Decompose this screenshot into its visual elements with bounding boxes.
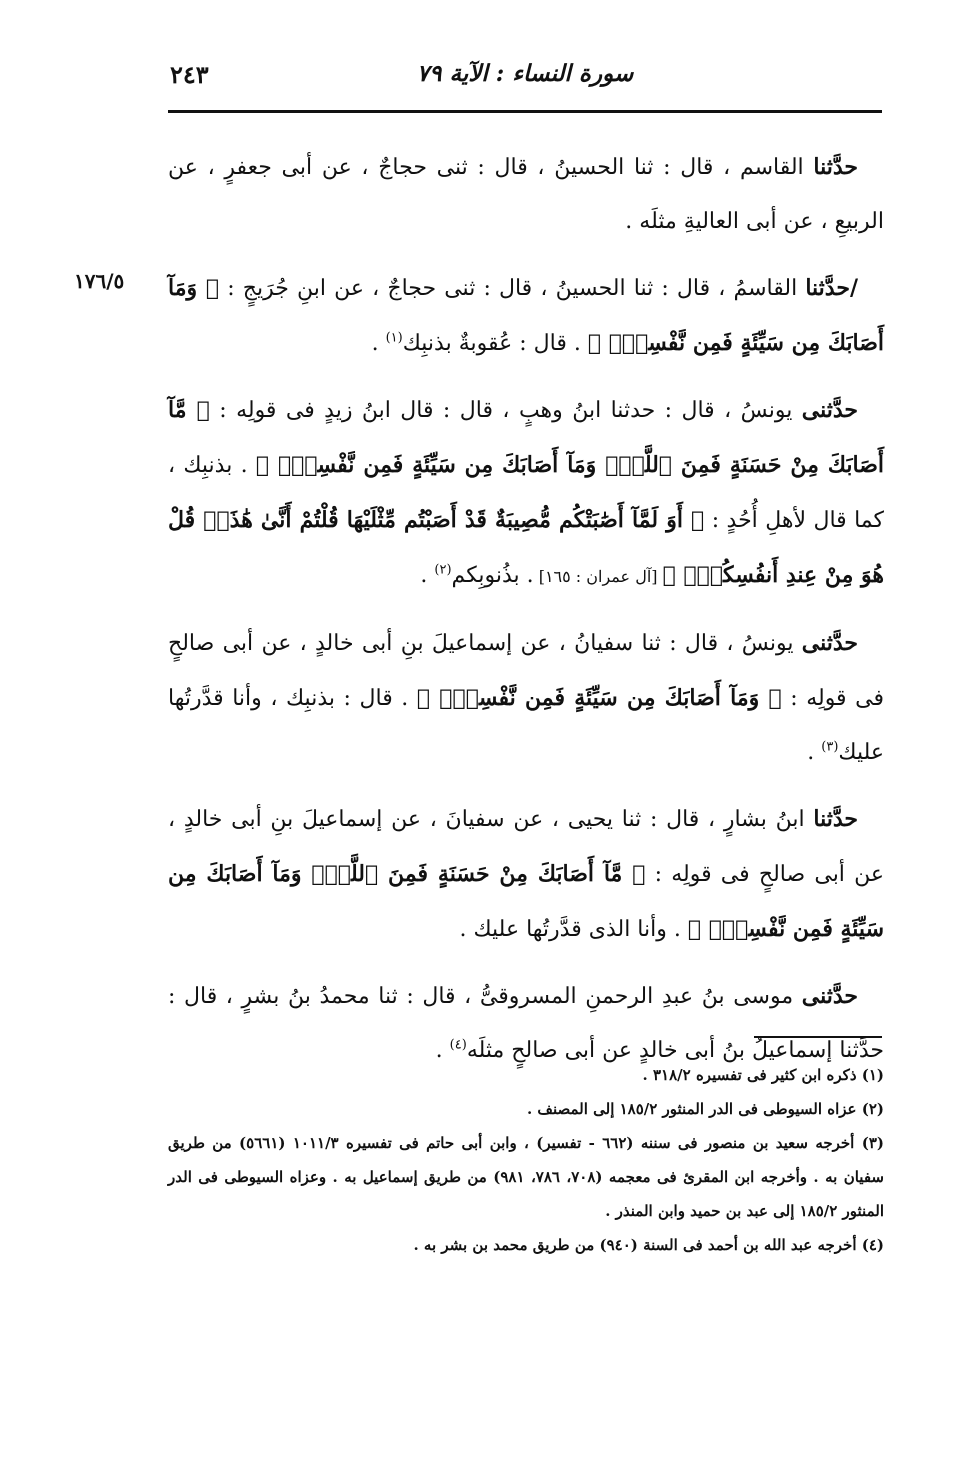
footnote-marker[interactable]: (٤) [449, 1037, 467, 1053]
paragraph-text: . قال : بذنبِك ، وأنا قدَّرتُها عليك [168, 686, 884, 765]
paragraph-lead: حدَّثنا [813, 806, 858, 832]
paragraph-4 [168, 616, 884, 780]
paragraph-3 [168, 383, 884, 604]
quran-quote: ﴿ مَّآ أَصَابَكَ مِنْ حَسَنَةٍ فَمِنَ ٱللَّهِۖ وَمَآ أَصَابَكَ مِن سَيِّئَةٍ فَمِن نَّفْسِكَۚ ﴾ [168, 397, 885, 478]
paragraph-lead: /حدَّثنا [805, 275, 858, 301]
paragraph-lead: حدَّثنى [801, 630, 858, 656]
paragraph-text: . [435, 1038, 450, 1063]
margin-reference: ١٧٦/٥ [74, 269, 125, 293]
body-text [168, 140, 884, 1090]
paragraph-text: يونسُ ، قال : ثنا سفيانُ ، عن إسماعيلَ بنِ أبى خالدٍ ، عن أبى صالحٍ فى قولِه : [168, 631, 884, 711]
quran-quote: ﴿ وَمَآ أَصَابَكَ مِن سَيِّئَةٍ فَمِن نَّفْسِكَۚ ﴾ [416, 685, 782, 711]
paragraph-text: . وأنا الذى قدَّرتُها عليك . [459, 917, 688, 942]
footnote-marker[interactable]: (١) [385, 330, 403, 346]
footnote-2: (٢) عزاه السيوطى فى الدر المنثور ١٨٥/٢ إلى المصنف . [526, 1100, 884, 1118]
footnote-1: (١) ذكره ابن كثير فى تفسيره ٣١٨/٢ . [642, 1066, 884, 1084]
paragraph-text: موسى بنُ عبدِ الرحمنِ المسروقىُّ ، قال : ثنا محمدُ بنُ بشرٍ ، قال : حدَّثنا إسماعيلُ بنُ أبى خالدٍ عن أبى صالحٍ مثلَه [168, 984, 884, 1063]
page-number: ٢٤٣ [170, 60, 209, 89]
paragraph-text: القاسمُ ، قال : ثنا الحسينُ ، قال : ثنى حجاجٌ ، عن ابنِ جُرَيجٍ : [219, 276, 806, 301]
paragraph-text: . [371, 331, 386, 356]
running-title: سورة النساء : الآية ٧٩ [416, 60, 634, 87]
footnote-separator [754, 1036, 882, 1038]
paragraph-2 [168, 261, 884, 371]
paragraph-lead: حدَّثنى [801, 983, 858, 1009]
paragraph-text: ابنُ بشارٍ ، قال : ثنا يحيى ، عن سفيانَ ، عن إسماعيلَ بنِ أبى خالدٍ ، عن أبى صالحٍ فى قولِه : [168, 807, 884, 887]
paragraph-text: . بذُنوبِكم [451, 563, 534, 588]
quran-quote: ﴿ أَوَ لَمَّآ أَصَٰبَتْكُم مُّصِيبَةٌ قَدْ أَصَبْتُم مِّثْلَيْهَا قُلْتُمْ أَنَّىٰ هَٰذَاۖ قُلْ هُوَ مِنْ عِندِ أَنفُسِكُمْۗ ﴾ [168, 507, 884, 588]
paragraph-1 [168, 140, 884, 249]
quran-quote: ﴿ وَمَآ أَصَابَكَ مِن سَيِّئَةٍ فَمِن نَّفْسِكَۚ ﴾ [168, 275, 884, 356]
footnote-4: (٤) أخرجه عبد الله بن أحمد فى السنة (٩٤٠) من طريق محمد بن بشر به . [413, 1236, 884, 1254]
surah-reference: [آل عمران : ١٦٥] [533, 567, 663, 586]
paragraph-text: يونسُ ، قال : حدثنا ابنُ وهبٍ ، قال : قال ابنُ زيدٍ فى قولِه : [209, 398, 802, 423]
footnote-3: (٣) أخرجه سعيد بن منصور فى سننه (٦٦٢ - تفسير) ، وابن أبى حاتم فى تفسيره ١٠١١/٣ (٥٦٦١) من طريق سفيان به . وأخرجه ابن المقرئ فى معجمه (٧٠٨، ٧٨٦، ٩٨١) من طريق إسماعيل به . وعزاه السيوطى فى الدر المنثور ١٨٥/٢ إلى عبد بن حميد وابن المنذر . [168, 1134, 884, 1220]
footnote-marker[interactable]: (٣) [821, 739, 839, 755]
footnote-marker[interactable]: (٢) [434, 562, 452, 578]
header-rule [168, 110, 882, 113]
paragraph-text: . قال : عُقوبةٌ بذنبِك [402, 331, 588, 356]
paragraph-lead: حدَّثنا [813, 154, 858, 180]
footnotes [168, 1058, 884, 1262]
paragraph-text: . [420, 563, 435, 588]
paragraph-text: . بذنبِك ، كما قال لأهلِ أُحُدٍ : [168, 453, 884, 533]
paragraph-text: القاسم ، قال : ثنا الحسينُ ، قال : ثنى حجاجٌ ، عن أبى جعفرٍ ، عن الربيعِ ، عن أبى العاليةِ مثلَه . [168, 155, 884, 234]
paragraph-lead: حدَّثنى [801, 397, 858, 423]
page-header [170, 58, 880, 98]
paragraph-5 [168, 792, 884, 957]
quran-quote: ﴿ مَّآ أَصَابَكَ مِنْ حَسَنَةٍ فَمِنَ ٱللَّهِۖ وَمَآ أَصَابَكَ مِن سَيِّئَةٍ فَمِن نَّفْسِكَۚ ﴾ [168, 861, 884, 942]
paragraph-text: . [807, 740, 822, 765]
